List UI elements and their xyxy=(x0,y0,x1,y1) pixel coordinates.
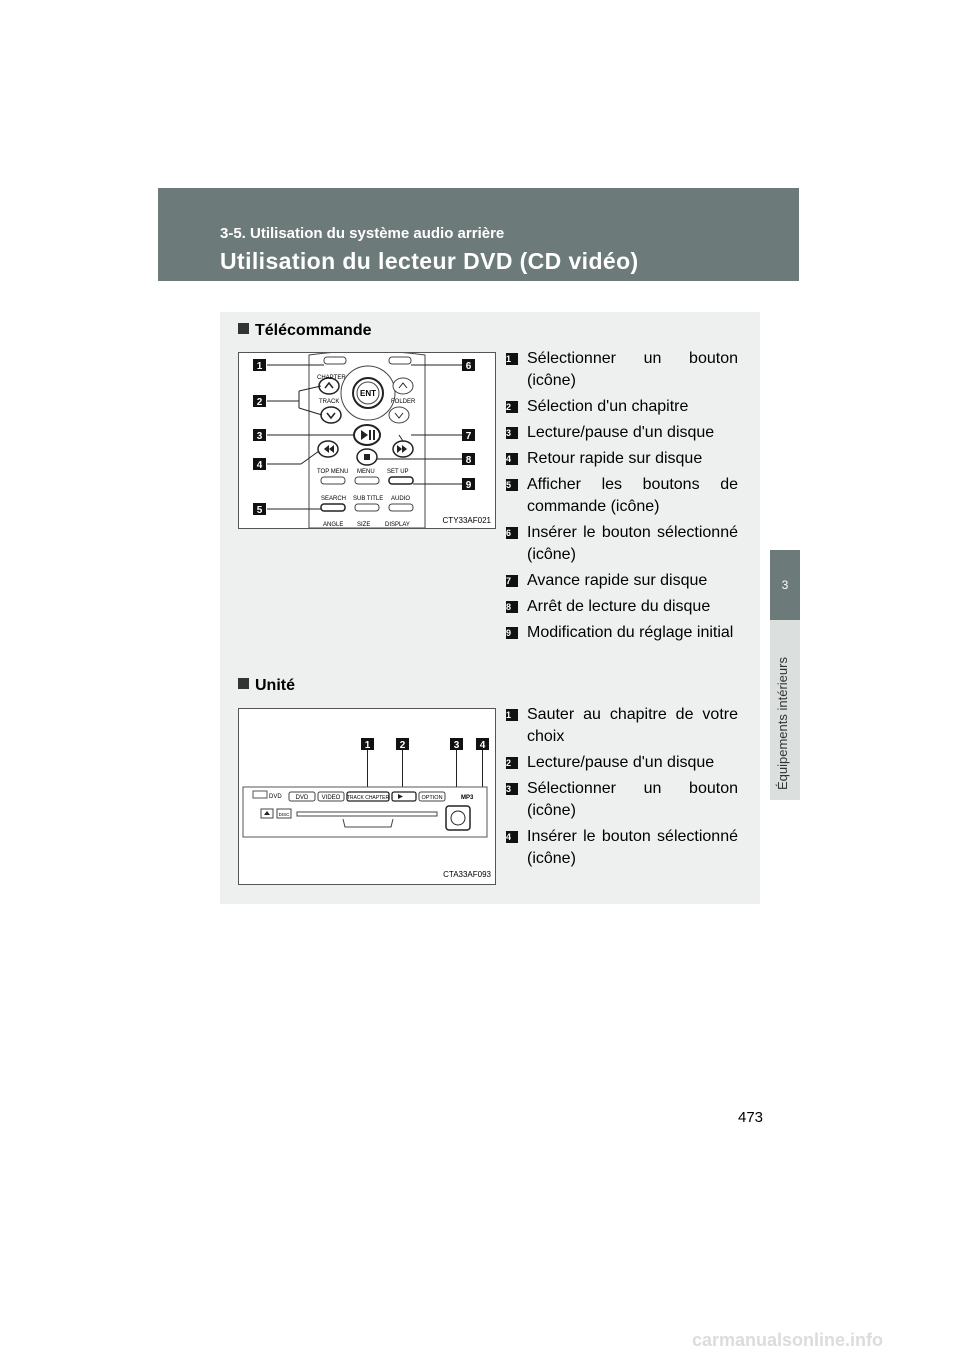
track-label: TRACK xyxy=(319,399,340,405)
page-number: 473 xyxy=(738,1109,764,1126)
callout-7: 7 xyxy=(465,431,472,442)
callout-4: 4 xyxy=(256,460,263,471)
unit-figure xyxy=(238,708,496,885)
page-title: Utilisation du lecteur DVD (CD vidéo) xyxy=(220,248,639,274)
chapter-tab-number: 3 xyxy=(770,550,800,620)
display-label: DISPLAY xyxy=(385,522,410,528)
unit-mp3-label: MP3 xyxy=(461,795,474,801)
audio-label: AUDIO xyxy=(391,496,411,502)
callout-1: 1 xyxy=(256,361,263,372)
chapter-tab xyxy=(770,620,800,800)
callout-2: 2 xyxy=(256,397,263,408)
list-item: 6 Insérer le bouton sélectionné (icône) xyxy=(506,524,738,563)
unit-heading xyxy=(238,677,295,695)
unit-disc-label: DISC xyxy=(278,812,290,817)
callout-5: 5 xyxy=(256,505,263,516)
remote-heading xyxy=(238,322,371,340)
unit-video-button-label: VIDEO xyxy=(321,795,341,801)
unit-callout-4: 4 xyxy=(479,740,486,751)
angle-label: ANGLE xyxy=(323,522,344,528)
unit-callout-1: 1 xyxy=(364,740,371,751)
remote-list xyxy=(506,348,738,648)
callout-8: 8 xyxy=(465,455,472,466)
callout-3: 3 xyxy=(256,431,263,442)
heading-square-icon xyxy=(238,323,249,334)
chapter-tab-label: Équipements intérieurs xyxy=(775,657,790,790)
unit-list xyxy=(506,704,738,874)
list-item: 4 Retour rapide sur disque xyxy=(506,450,703,467)
remote-figure xyxy=(238,352,496,529)
watermark: carmanualsonline.info xyxy=(692,1330,884,1350)
chapter-header xyxy=(158,188,799,281)
list-item: 2 Sélection d'un chapitre xyxy=(506,398,689,415)
list-item: 1 Sélectionner un bouton (icône) xyxy=(506,350,738,389)
callout-9: 9 xyxy=(465,480,472,491)
unit-track-chapter-label: TRACK CHAPTER xyxy=(346,795,390,801)
unit-dvd-logo: DVD xyxy=(269,794,282,800)
list-item: 3 Lecture/pause d'un disque xyxy=(506,424,715,441)
remote-illustration xyxy=(239,353,495,528)
section-title: 3-5. Utilisation du système audio arrière xyxy=(220,225,505,242)
remote-heading-text: Télécommande xyxy=(255,322,372,339)
unit-heading-text: Unité xyxy=(255,677,295,694)
callout-6: 6 xyxy=(465,361,472,372)
menu-label: MENU xyxy=(357,469,375,475)
subtitle-label: SUB TITLE xyxy=(353,496,384,502)
setup-label: SET UP xyxy=(387,469,409,475)
search-label: SEARCH xyxy=(321,496,347,502)
list-item: 5 Afficher les boutons de commande (icône) xyxy=(506,476,738,515)
list-item: 8 Arrêt de lecture du disque xyxy=(506,598,711,615)
ent-label: ENT xyxy=(360,389,376,398)
unit-dvd-button-label: DVD xyxy=(295,795,309,801)
chapter-label: CHAPTER xyxy=(317,375,346,381)
list-item: 3 Sélectionner un bouton (icône) xyxy=(506,780,738,819)
list-item: 2 Lecture/pause d'un disque xyxy=(506,754,715,771)
list-item: 7 Avance rapide sur disque xyxy=(506,572,708,589)
unit-figure-code: CTA33AF093 xyxy=(443,870,491,879)
unit-option-label: OPTION xyxy=(421,795,443,801)
heading-square-icon xyxy=(238,678,249,689)
size-label: SIZE xyxy=(357,522,371,528)
unit-callout-2: 2 xyxy=(399,740,406,751)
list-item: 4 Insérer le bouton sélectionné (icône) xyxy=(506,828,738,867)
folder-label: FOLDER xyxy=(391,399,416,405)
unit-illustration xyxy=(239,709,495,884)
list-item: 1 Sauter au chapitre de votre choix xyxy=(506,706,738,745)
list-item: 9 Modification du réglage initial xyxy=(506,624,734,641)
unit-callout-3: 3 xyxy=(453,740,460,751)
remote-figure-code: CTY33AF021 xyxy=(442,516,491,525)
top-menu-label: TOP MENU xyxy=(317,469,349,475)
